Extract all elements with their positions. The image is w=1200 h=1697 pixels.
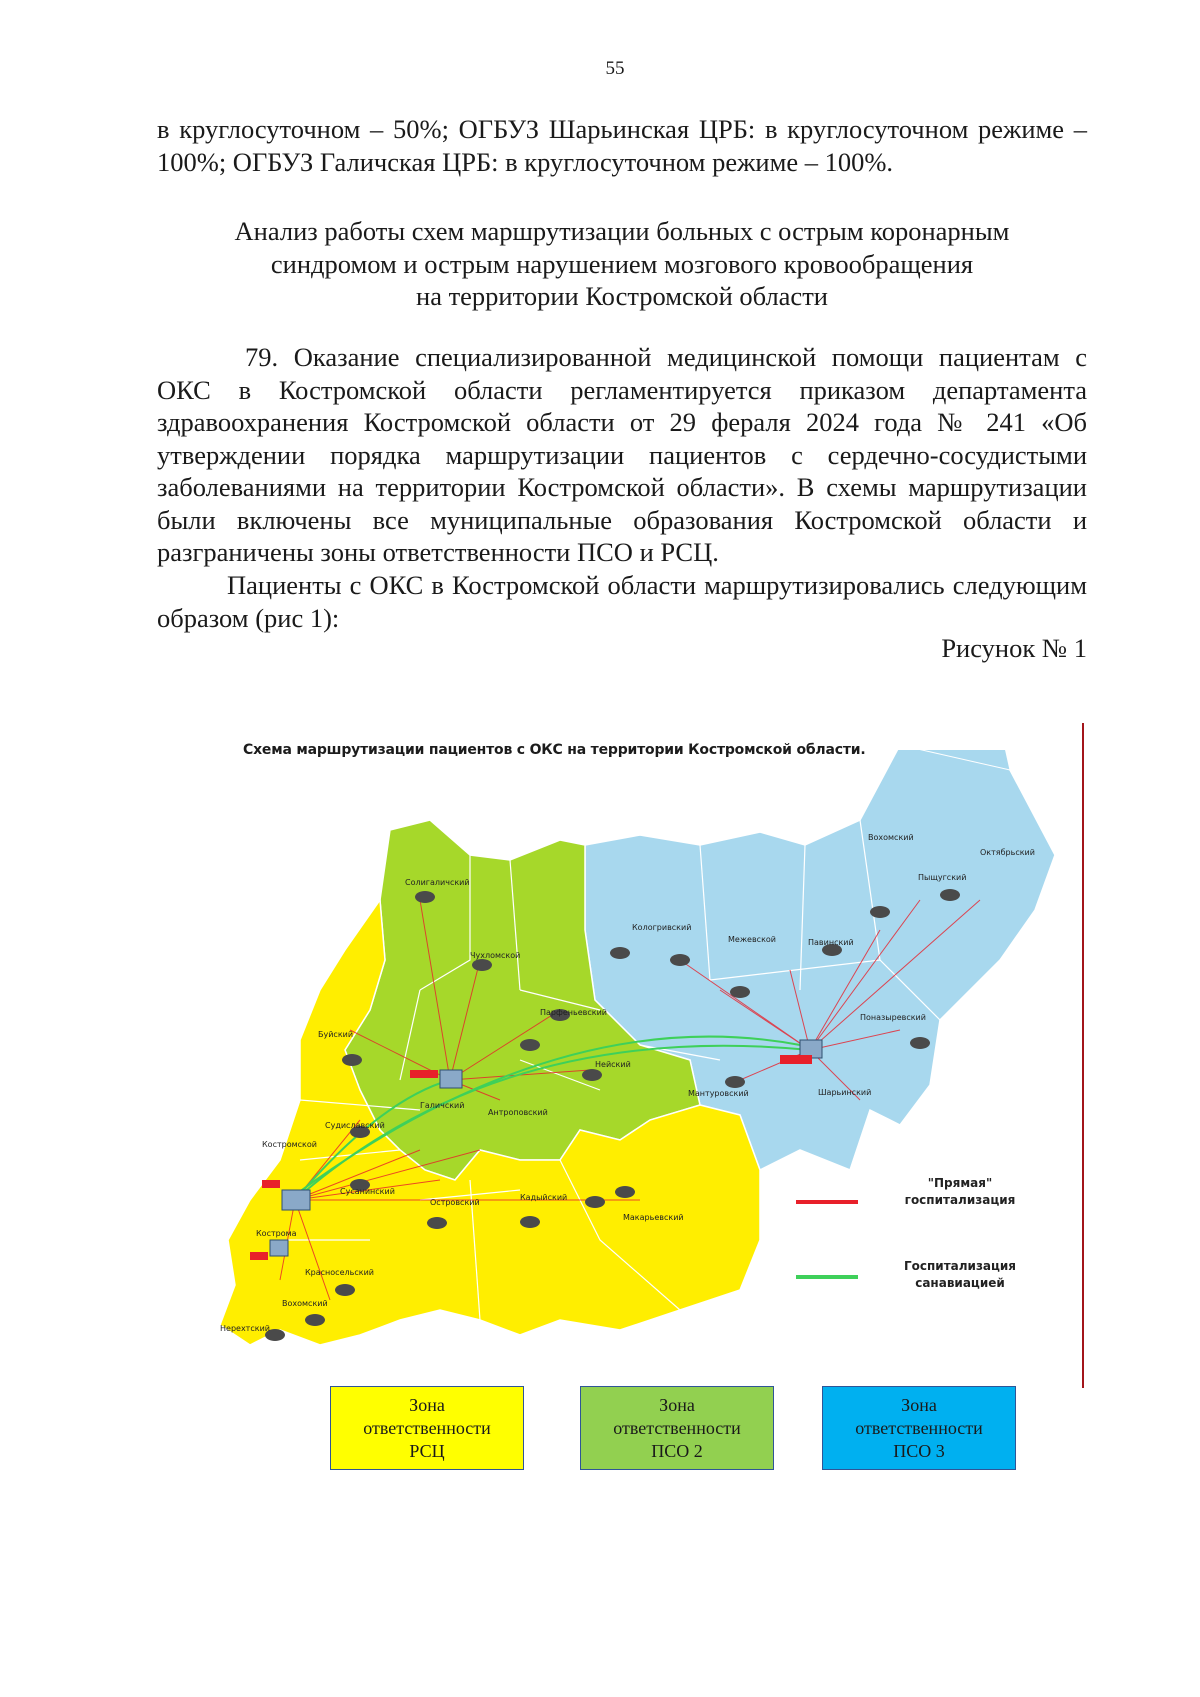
district-label: Октябрьский	[980, 848, 1035, 857]
district-label: Макарьевский	[623, 1213, 684, 1222]
district-label: Кадыйский	[520, 1193, 568, 1202]
district-label: Межевской	[728, 935, 776, 944]
district-label: Пыщугский	[918, 873, 967, 882]
district-label: Буйский	[318, 1030, 354, 1039]
paragraph-79: 79. Оказание специализированной медицинской помощи пациентам с ОКС в Костромской области регламентируется приказом департамента здравоохранения Костромской области от 29 фераля 2024 года № 241 «Об утверждении порядка маршрутизации пациентов с сердечно-сосудистыми заболеваниями на территории Костромской области». В схемы маршрутизации были включены все муниципальные образования Костромской области и разграничены зоны ответственности ПСО и РСЦ.	[157, 342, 1087, 567]
district-label: Красносельский	[305, 1268, 374, 1277]
zone-box-rsc: Зона ответственности РСЦ	[330, 1386, 524, 1470]
district-label: Шарьинский	[818, 1088, 872, 1097]
district-label: Вохомский	[868, 833, 914, 842]
district-label: Парфеньевский	[540, 1008, 607, 1017]
figure-label: Рисунок № 1	[941, 633, 1087, 663]
heading-line-1: Анализ работы схем маршрутизации больных с острым коронарным	[234, 216, 1010, 246]
district-label: Кологривский	[632, 923, 692, 932]
district-label: Нейский	[595, 1060, 631, 1069]
zone-box-pso3: Зона ответственности ПСО 3	[822, 1386, 1016, 1470]
district-label: Поназыревский	[860, 1013, 926, 1022]
district-label: Нерехтский	[220, 1324, 270, 1333]
legend-air-line	[796, 1275, 858, 1279]
district-label: Антроповский	[488, 1108, 548, 1117]
district-label: Галичский	[420, 1101, 465, 1110]
legend-direct-label: "Прямая" госпитализация	[904, 1176, 1016, 1207]
district-label: Костромской	[262, 1140, 317, 1149]
section-heading	[157, 215, 1087, 313]
district-label: Мантуровский	[688, 1089, 749, 1098]
map-title: Схема маршрутизации пациентов с ОКС на территории Костромской области.	[243, 742, 866, 758]
district-label: Островский	[430, 1198, 480, 1207]
heading-line-2: синдромом и острым нарушением мозгового кровообращения	[270, 248, 974, 279]
district-label: Сусанинский	[340, 1187, 395, 1196]
district-label: Солигаличский	[405, 878, 470, 887]
district-label: Кострома	[256, 1229, 297, 1238]
district-label: Павинский	[808, 938, 854, 947]
district-label: Судиславский	[325, 1121, 385, 1130]
heading-line-3: на территории Костромской области	[416, 281, 828, 311]
legend-direct-line	[796, 1200, 858, 1204]
paragraph-routing: Пациенты с ОКС в Костромской области маршрутизировались следующим образом (рис 1):	[157, 570, 1087, 633]
zone-box-pso2: Зона ответственности ПСО 2	[580, 1386, 774, 1470]
page-number: 55	[605, 58, 625, 79]
district-label: Чухломской	[470, 951, 521, 960]
district-label: Вохомский	[282, 1299, 328, 1308]
paragraph-top: в круглосуточном – 50%; ОГБУЗ Шарьинская ЦРБ: в круглосуточном режиме – 100%; ОГБУЗ Галичская ЦРБ: в круглосуточном режиме – 100%.	[157, 114, 1087, 177]
legend-air-label: Госпитализация санавиацией	[903, 1259, 1017, 1290]
